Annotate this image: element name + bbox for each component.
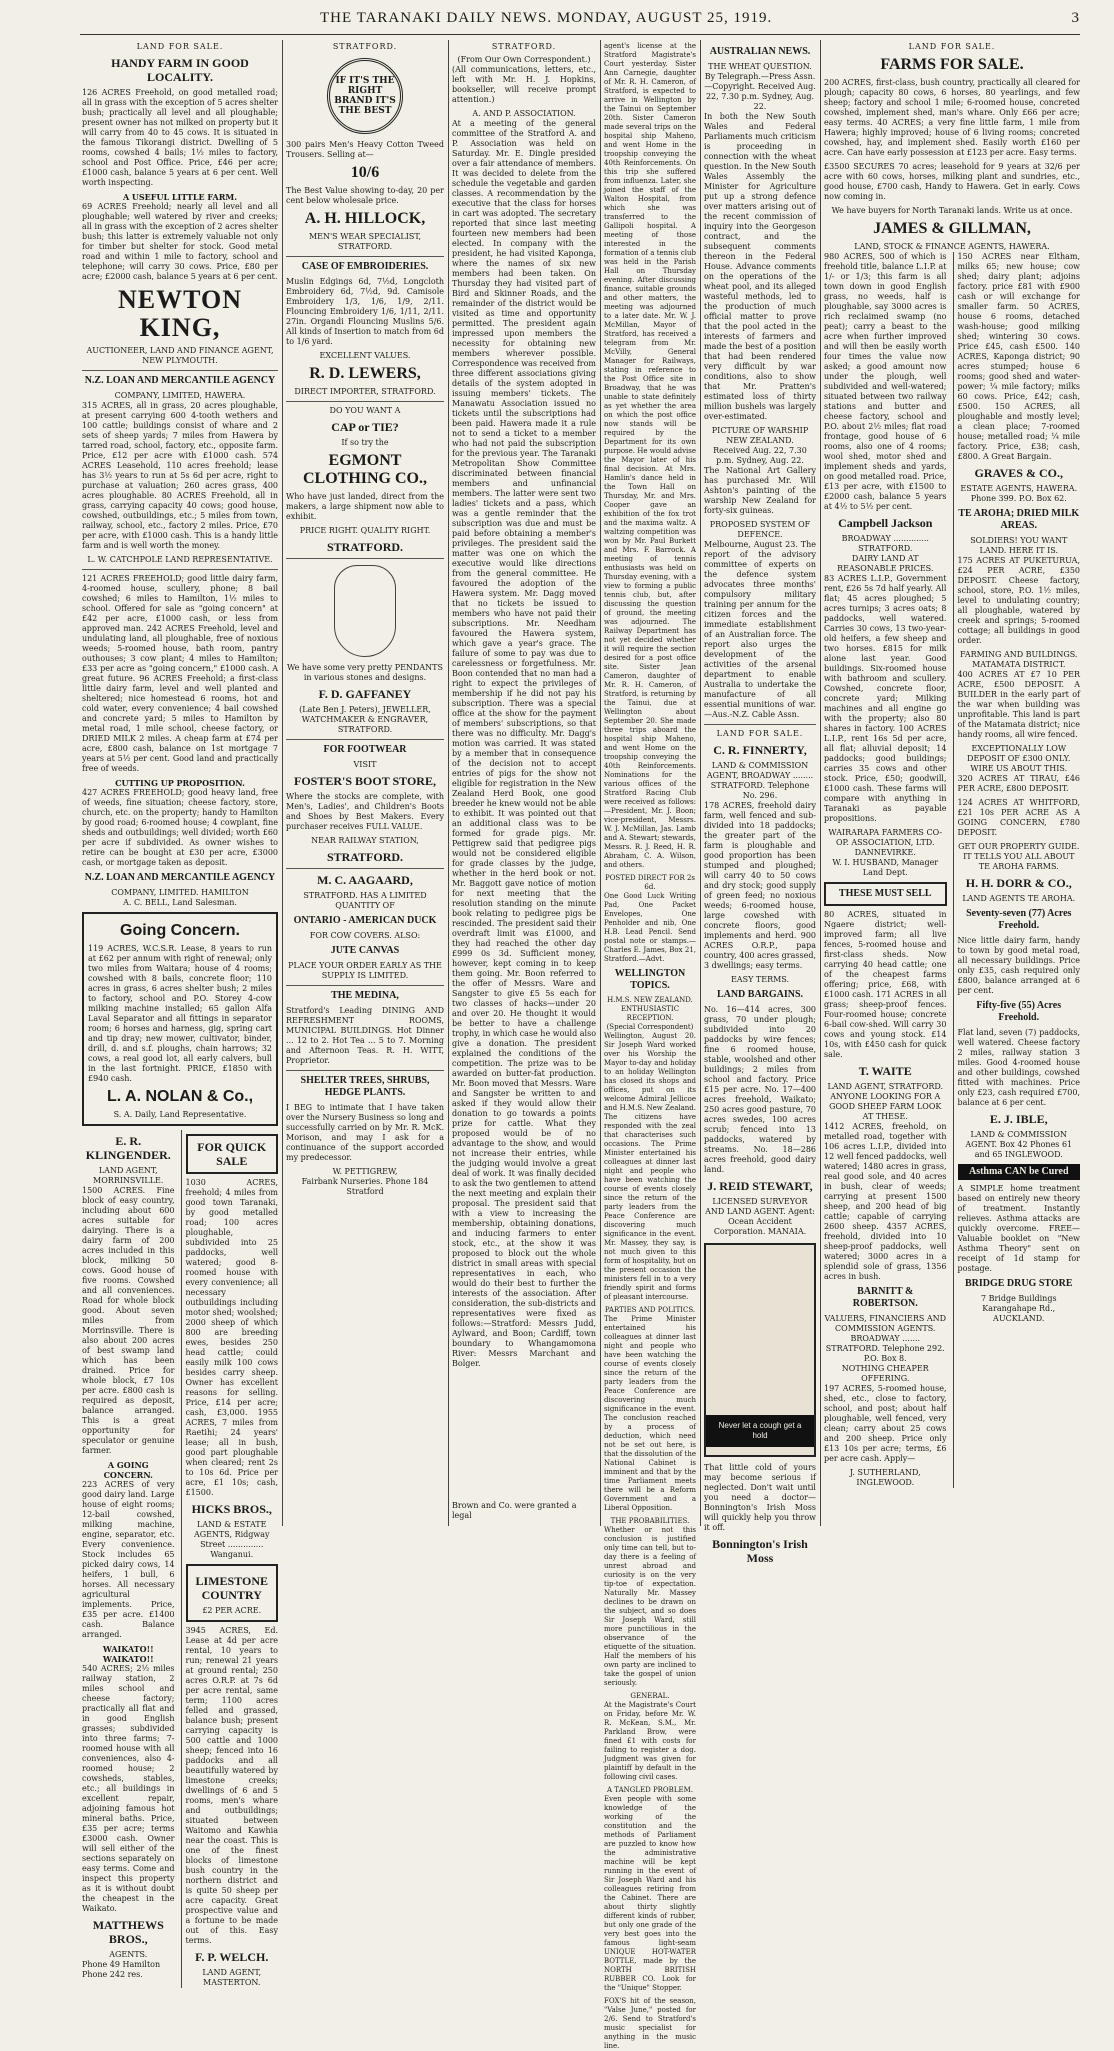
brand-name: Bonnington's Irish Moss (712, 1537, 808, 1565)
agent-details: MEN'S WEAR SPECIALIST, STRATFORD. (308, 232, 422, 251)
right-subcolumn (953, 252, 1081, 1488)
ad-subheading: WAIKATO!! WAIKATO!! (102, 1644, 154, 1664)
pendant-illustration (334, 565, 396, 657)
article-text: The National Art Gallery has purchased Mr. Will Ashton's painting of the warship New Zealand for forty-six guineas. (704, 466, 816, 515)
ad-text: 124 ACRES AT WHITFORD, £21 10s PER ACRE AS A GOING CONCERN, £780 DEPOSIT. (957, 798, 1080, 837)
article-heading: WELLINGTON TOPICS. (614, 968, 686, 991)
ad-price: £2 PER ACRE. (202, 1606, 262, 1615)
ad-heading: DAIRY LAND AT REASONABLE PRICES. (837, 554, 934, 573)
ad-subheading: A GOING CONCERN. (103, 1460, 153, 1480)
section-header: STRATFORD. (491, 42, 557, 51)
ad-subheading: NEAR RAILWAY STATION, (311, 836, 419, 845)
agent-details: BROADWAY .............. STRATFORD. (841, 534, 929, 553)
agent-name: C. R. FINNERTY, (713, 743, 807, 757)
column-rule (820, 40, 821, 1526)
divider (286, 868, 444, 869)
ad-text: That little cold of yours may become serious if neglected. Don't wait until you need a doctor—Bonnington's Irish Moss will quickly help you throw it off. (704, 1463, 816, 1532)
brand-emblem: IF IT'S THE RIGHT BRAND IT'S THE BEST (327, 58, 403, 134)
ad-heading: NOTHING CHEAPER OFFERING. (841, 1364, 929, 1383)
ad-text: I BEG to intimate that I have taken over the Nursery Business so long and successfully carried on by Mr. R. McK. Morison, and may I ask for a continuance of the support accorded my predecessor. (286, 1103, 444, 1162)
article-text: At a meeting of the general committee of the Stratford A. and P. Association was held on Saturday. Mr. E. Dingle presided over a fair attendance of members. It was decided to delete from the schedule the vegetable and garden classes. A recommendation by the executive that the class for horses in cart was adopted. The secretary reported that since last meeting fourteen new members had been elected. In company with the president, he had visited Kaponga, where the names of six new members had been taken. On Thursday they had visited part of Bird and Skinner Roads, and the remainder of the district would be visited as time and opportunity permitted. The president again impressed upon members the necessity for obtaining new members wherever possible. Correspondence was received from three different associations giving details of the system adopted in issuing members' tickets. The Manawatu Association issued no tickets until the subscriptions had been paid. Hawera made it a rule not to send a ticket to a member who had not paid the subscription for the previous year. The Taranaki Metropolitan Show Committee discriminated between financial members and unfinancial members. The latter were sent two ladies' tickets and a pass, which was a gentle reminder that the subscription was due and must be paid before obtaining a member's privileges. The president said the matter was one on which the executive would like directions from the general committee. He favoured the adoption of the Hawera system. Mr. Dagg moved that no tickets be issued to members who have not paid their subscriptions. Mr. Needham favoured the Hawera system, which gave a year's grace. The failure of some to pay was due to carelessness or forgetfulness. Mr. Boon contended that no man had a right to expect the privileges of membership if he did not pay his subscription. There was a special office at the show for the payment of members' subscriptions, so that there was no difficulty. Mr. Dagg's motion was carried. It was stated by a member that in consequence of the decision not to accept entries of pigs for the show not eligible for registration in the New Zealand Herd Book, one good breeder he knew would not be able to exhibit. It was pointed out that an additional class was to be formed for grade pigs. Mr. Pettigrew said that pedigree pigs would not be considered eligible for grade classes by the judge, whether in the herd book or not. Mr. Baggott gave notice of motion for next meeting that the resolution standing on the minute book relating to pedigree pigs be rescinded. The president said their overdraft limit was £1000, and they had reached the other day £999 0s 3d. Sufficient money, however, kept coming in to keep them going. Mr. Boon referred to the offer of Messrs. Ware and Sangster to give £5 5s each for two classes of hacks—under 20 and over 20. He thought it would be better to have a challenge trophy, in which case he would also give a donation. The president explained the conditions of the competition. The prize was to be awarded on butter-fat production. Mr. Boon moved that Messrs. Ware and Sangster be written to and asked if they would allow their donation to go towards a points prize for cattle. What they proposed would be of no advantage to the show, and would not increase their entries, while the judging would involve a great deal of work. It was finally decided to ask the two gentlemen to attend the next meeting and explain their proposal. The president said that with a view to increasing the membership, obtaining donations, and inducing farmers to enter stock, etc., at the show it was proposed to block out the whole district in small areas with special representatives in each, who would do their best to further the interests of the association. After consideration, the sub-districts and representatives were fixed as follows:—Stratford: Messrs Judd, Aylward, and Boon; Cardiff, town boundary to Whangamomona River: Messrs Marchant and Bolger. (452, 119, 597, 1368)
divider (286, 256, 444, 257)
agent-name: A. H. HILLOCK, (304, 210, 426, 227)
ad-text: 1030 ACRES, freehold; 4 miles from good town Taranaki, by good metalled road; 100 acres ploughable, subdivided into 25 paddocks, well watered; good 8-roomed house with every convenience; all necessary outbuildings including motor shed; woolshed; 2000 sheep of which 800 are breeding ewes, besides 250 head cattle; could easily milk 100 cows besides carry sheep. Owner has excellent reasons for selling. Price, £14 per acre; cash, £3,000. 1955 ACRES, 7 miles from Raetihi; 24 years' lease; all in bush, good part ploughable when cleared; rent 2s to 10s 6d. Price per acre, £1 10s; cash, £1500. (185, 1178, 278, 1497)
ad-heading: TE AROHA; DRIED MILK AREAS. (958, 508, 1080, 531)
agent-details: LAND AGENTS TE AROHA. (962, 894, 1076, 903)
agent-name: R. D. LEWERS, (309, 365, 421, 382)
agent-details: VALUERS, FINANCIERS AND COMMISSION AGENTS. BROADWAY ....... STRATFORD. Telephone 292. P.O. Box 8. (824, 1314, 947, 1363)
ad-town: STRATFORD. (326, 850, 404, 864)
agent-details: LAND AGENT, MASTERTON. (202, 1968, 262, 1987)
ad-subheading: SOLDIERS! YOU WANT LAND. HERE IT IS. (970, 536, 1068, 555)
ad-text: 427 ACRES FREEHOLD; good heavy land, free of weeds, fine situation; cheese factory, store, church, etc. on the property; handy to Hamilton by good road; 6-roomed house; 4 cowplant, fine sheds and outbuildings; well divided; worth £60 per acre if subdivided. As owner wishes to retire can be bought at £30 per acre, £3000 cash, or mortgage taken as deposit. (82, 788, 278, 867)
ad-subheading: EASY TERMS. (730, 975, 790, 984)
column-news-continued (604, 42, 696, 2050)
ad-text: If so try the (341, 438, 389, 447)
ad-heading: CASE OF EMBROIDERIES. (301, 261, 429, 272)
agent-name: GRAVES & CO., (974, 466, 1063, 480)
agent-name: E. R. KLINGENDER. (85, 1134, 171, 1162)
article-text: agent's license at the Stratford Magistrate's Court yesterday. Sister Ann Carnegie, daughter of Mr. R. H. Cameron, of Stratford, is expected to arrive in Wellington by the Tainui on September 20th. Sister Cameron made several trips on the hospital ship Maheno, and went Home in the troopship conveying the 40th Reinforcements. On this trip she suffered from influenza. Later, she joined the staff of the Walton Hospital, from which she was transferred to the Gallipoli hospital. A meeting of those interested in the formation of a tennis club was held in the Parish Hall on Thursday evening. After discussing finance, suitable grounds and other matters, the meeting was adjourned to a later date. Mr. W. J. McMillan, Mayor of Stratford, has received a telegram from Mr. McVilly, General Manager for Railways, stating in reference to the Post Office site in Broadway, that he was unable to state definitely as yet whether the area on which the post office now stands will be required by the Department for its own purpose. He would advise the Mayor later of his final decision. At Mrs. Hamlin's dance held in the Town Hall on Thursday, Mr. and Mrs. Cooper gave an exhibition of the fox trot and the maxima waltz. A waltzing competition was won by Mr. Paul Burkett and Mrs. F. Barrock. A meeting of tennis enthusiasts was held on Thursday evening, with a view to forming a public tennis club, but, after discussing the question of ground, the meeting was adjourned. The Railway Department has not yet decided whether it will require the section desired for a post office site. Sister Jean Cameron, daughter of Mr. R. H. Cameron, of Stratford, is returning by the Tainui, due at Wellington about September 20. She made three trips aboard the hospital ship Maheno, and went Home on the troopship conveying the 40th Reinforcements. Nominations for the various offices of the Stratford Racing Club were received as follows:—President, Mr. J. Boon; vice-president, Messrs. W. J. McMillan, Jas. Lamb and A. Stewart; stewards, Messrs. R. J. Reed, H. R. Abraham, C. A. Wilson, and others. (604, 42, 696, 869)
ad-text: We have some very pretty PENDANTS in various stones and designs. (287, 663, 443, 682)
agent-details: AGENTS. (109, 1950, 148, 1959)
ad-text: Nice little dairy farm, handy to town by good metal road, all necessary buildings. Price only £35, cash required only £800, balance arranged at 6 per cent. (957, 936, 1080, 995)
klingender-column (82, 1130, 175, 1988)
agent-name: J. REID STEWART, (707, 1179, 813, 1193)
masthead (80, 10, 1080, 27)
ad-heading: FOR QUICK SALE (186, 1134, 279, 1174)
ad-text: 1500 ACRES. Fine block of easy country, including about 600 acres suitable for dairying. There is a dairy farm of 200 acres included in this block, milking 50 cows. Good house of five rooms. Cowshed and all conveniences. Road for whole block good. About seven miles from Morrinsville. There is also about 200 acres of best swamp land which has been drained. Price for whole block, £7 10s per acre. £800 cash is required as deposit, balance arranged. This is a great opportunity for speculator or genuine farmer. (82, 1186, 175, 1455)
lower-columns (82, 1130, 278, 1988)
agent-details: S. A. Daily, Land Representative. (113, 1110, 247, 1119)
agent-details: COMPANY, LIMITED. HAMILTON (111, 888, 249, 897)
agent-signature: L. W. CATCHPOLE LAND REPRESENTATIVE. (87, 555, 273, 564)
agent-name: L. A. NOLAN & Co., (106, 1088, 254, 1105)
ad-heading: ANYONE LOOKING FOR A GOOD SHEEP FARM LOOK AT THESE. (829, 1092, 942, 1121)
ad-text: 69 ACRES Freehold; nearly all level and all ploughable; well watered by river and creeks; all in grass with the exception of 2 acres shelter bush; this latter is extremely valuable not only for timber but shelter for stock. Good metal road and within 1 mile to factory, school and telephone; will carry 30 cows. Price, £80 per acre; £2000 cash, balance 5 years at 6 per cent. (82, 202, 278, 281)
agent-details: LAND AGENT, MORRINSVILLE. (93, 1166, 164, 1185)
ad-town: STRATFORD. (326, 540, 404, 554)
ad-subheading: FARMING AND BUILDINGS. (960, 650, 1078, 659)
agent-details: INGLEWOOD. (856, 1478, 915, 1487)
ad-price: 10/6 (350, 164, 380, 181)
article-text: At the Magistrate's Court on Friday, before Mr. W. R. McKean, S.M., Mr. Parkland Brow, were fined £1 with costs for failing to register a dog. Judgment was given for plaintiff by default in the following civil cases. (604, 1701, 696, 1781)
article-subheading: GENERAL. (630, 1692, 670, 1700)
article-heading: PROPOSED SYSTEM OF DEFENCE. (709, 520, 811, 539)
ad-text: 1412 ACRES, freehold, on metalled road, together with 106 acres L.I.P., divided into 12 well fenced paddocks, well watered; 1480 acres in grass, real good sole, and 40 acres in bush, clear of weeds; carrying at present 1500 sheep, and 200 head of big cattle; capable of carrying 2600 sheep. 4357 ACRES, freehold, divided into 10 sheep-proof paddocks, well watered; 3000 acres in a splendid sole of grass, 1356 acres in bush. (824, 1122, 947, 1281)
article-heading: THE WHEAT QUESTION. (708, 62, 812, 71)
byline: (From Our Own Correspondent.) (457, 55, 591, 64)
column-stratford-ads (286, 42, 444, 1527)
ad-text: 980 ACRES, 500 of which is freehold title, balance L.I.P. at 1/- or 1/3; this farm is all town down in good English grass, no weeds, half is ploughable, say 3000 acres is rich reclaimed swamp (no peat); carry a beast to the acre when further improved and will then be easily worth four times the value now asked; a good amount now under the plough, well subdivided and well-watered; situated between two railway stations and butter and cheese factory, school and P.O. about 2½ miles; flat road frontage, good house of 6 rooms, also one of 4 rooms; wool shed, motor shed and implement sheds and yards, on good metalled road. Price, £13 per acre, with £1500 to £2000 cash, balance 5 years at 4½ to 5½ per cent. (824, 252, 947, 511)
irish-moss-illustration (704, 1243, 816, 1457)
article-subheading: THE PROBABILITIES. (610, 1517, 690, 1525)
agent-name: H. H. DORR & CO., (965, 876, 1072, 890)
footer-phone: Phone 49 Hamilton Phone 242 res. (82, 1960, 161, 1979)
column-footer: Brown and Co. were granted a legal (452, 1501, 577, 1520)
ad-text: 80 ACRES, situated in Ngaere district; well-improved farm; all live fences, 5-roomed house and first-class sheds. Now carrying 40 head cattle; one of the cheapest farms offering; price, £68, with £1000 cash. 171 ACRES in all grass; sheep-proof fences. Four-roomed house; concrete 6-bail cow-shed. Will carry 30 cows and young stock. £14 10s, with £450 cash for quick sale. (824, 910, 947, 1059)
ad-text: 178 ACRES, freehold dairy farm, well fenced and sub-divided into 18 paddocks; the greater part of the farm is ploughable and good proportion has been stumped and ploughed; will carry 40 to 50 cows and dry stock; good supply of green feed; no noxious weeds; 6-roomed house, large cowshed with concrete floors, good implements and herd. 900 ACRES O.R.P., papa country, 400 acres grassed, 3 dwellings; easy terms. (704, 801, 816, 970)
agent-name: N.Z. LOAN AND MERCANTILE AGENCY (84, 872, 276, 883)
ad-text: 540 ACRES; 2½ miles railway station, 2 miles school and cheese factory; practically all flat and in good English grasses; subdivided into three farms; 7-roomed house with all conveniences, also 4-roomed house; 2 cowsheds, stables, etc.; all buildings in excellent repair, adjoining famous hot mineral baths. Price, £35 per acre; terms £3000 cash. Owner will sell either of the sections separately on easy terms. Come and inspect this property as it is without doubt the cheapest in the Waikato. (82, 1664, 175, 1913)
ad-subheading: PRICE RIGHT. QUALITY RIGHT. (299, 526, 431, 535)
agent-details: DIRECT IMPORTER, STRATFORD. (294, 387, 436, 396)
divider (286, 1070, 444, 1071)
article-text: Wellington, August 20. Sir Joseph Ward worked over his Worship the Mayor to-day and holiday to an holiday Wellington has closed its shops and offices, put on its welcome Admiral Jellicoe and H.M.S. New Zealand. The citizens have responded with the zeal that characterises such occasions. The Prime Minister entertained his colleagues at dinner last night and people who have been watching the course of events closely since the return of the party leaders from the Peace Conference are discovering much significance in the event. Mr. Massey, they say, is not much given to this form of hospitality, but on the present occasion the ministers fell in to a very friendly spirit and forms of pleasant intercourse. (604, 1032, 696, 1301)
ad-text: A SIMPLE home treatment based on entirely new theory of treatment. Instantly relieves. Asthma attacks are quickly overcome. FREE—Valuable booklet on "New Asthma Theory" sent on receipt of 1d stamp for postage. (957, 1184, 1080, 1273)
column-rule (282, 40, 283, 1526)
masthead-title: THE TARANAKI DAILY NEWS. MONDAY, AUGUST 25, 1919. (320, 10, 773, 26)
ad-heading: FARMS FOR SALE. (880, 56, 1024, 73)
article-meta: By Telegraph.—Press Assn.—Copyright. Received Aug. 22, 7.30 p.m. Sydney, Aug. 22. (704, 72, 816, 111)
column-rule (600, 40, 601, 1526)
divider (82, 569, 278, 570)
article-text: Whether or not this conclusion is justified only time can tell, but to-day there is a feeling of unrest abroad and curiosity is on the very tip-toe of expectation. Naturally Mr. Massey declines to be drawn on the subject, and so does Sir Joseph Ward, still more punctilious in the observance of the etiquette of the situation. Half the members of his own party are inclined to take the gospel of union seriously. (604, 1526, 696, 1687)
ad-text: VISIT (353, 760, 377, 769)
agent-details: W. I. HUSBAND, Manager Land Dept. (832, 858, 939, 877)
agent-name: F. D. GAFFANEY (318, 687, 412, 701)
article-text: The Prime Minister entertained his colleagues at dinner last night and people who have been watching the course of events closely since the return of the party leaders from the Peace Conference are discovering much significance in the event. The conclusion reached by a process of deduction, which need not be set out here, is that the dissolution of the National Cabinet is imminent and that by the time Parliament meets there will be a Reform Government and a Liberal Opposition. (604, 1315, 696, 1512)
ad-heading: FOR FOOTWEAR (323, 744, 407, 755)
agent-details: LAND AGENT, STRATFORD. (827, 1082, 944, 1091)
ad-text: FOR COW COVERS. ALSO: (309, 931, 421, 940)
agent-details: (Late Ben J. Peters), JEWELLER, WATCHMAKER & ENGRAVER, STRATFORD. (299, 705, 431, 734)
ad-heading: Fifty-five (55) Acres Freehold. (976, 1000, 1062, 1023)
masthead-rule (80, 34, 1080, 35)
ad-text: 300 pairs Men's Heavy Cotton Tweed Trousers. Selling at— (286, 140, 444, 159)
ad-heading: THESE MUST SELL (824, 882, 947, 906)
quick-sale-column (181, 1130, 279, 1988)
agent-details: LAND, STOCK & FINANCE AGENTS, HAWERA. (854, 242, 1050, 251)
ad-text: Flat land, seven (7) paddocks, well watered. Cheese factory 2 miles, railway station 3 miles. Good 4-roomed house and other buildings, cowshed fitted with machines. Price only £23, cash required £700, balance at 6 per cent. (957, 1028, 1080, 1107)
divider (286, 739, 444, 740)
ad-heading: CAP or TIE? (331, 420, 399, 434)
editor-note: (All communications, letters, etc., left with Mr. H. J. Hopkins, bookseller, will receive prompt attention.) (452, 65, 596, 104)
agent-name: THE MEDINA, (331, 990, 399, 1001)
column-rule (700, 40, 701, 1526)
article-text: Melbourne, August 23. The report of the advisory committee of experts on the defence system advocates three months' compulsory military training per annum for the citizen forces and the immediate establishment of an Australian force. The report also urges the development of the activities of the arsenal department to enable Australia to undertake the manufacture of all essential munitions of war.—Aus.-N.Z. Cable Assn. (704, 540, 816, 719)
ad-text: 3945 ACRES, Ed. Lease at 4d per acre rental, 10 years to run; renewal 21 years at ground rental; 250 acres O.R.P. at 7s 6d per acre rental, same term; 1100 acres felled and grassed, balance bush; present carrying capacity is 500 cattle and 1000 sheep; fenced into 16 paddocks and all beautifully watered by limestone creeks; dwellings of 6 and 5 rooms, men's whare and outbuildings; situated between Waitomo and Kawhia near the coast. This is one of the finest blocks of limestone bush country in the northern district and is quite 50 sheep per acre capacity. Great prospective value and a fortune to be made out of this. Easy terms. (185, 1626, 278, 1945)
agent-name: N.Z. LOAN AND MERCANTILE AGENCY (84, 375, 276, 386)
agent-name: Campbell Jackson (838, 516, 933, 530)
ad-text: 119 ACRES, W.C.S.R. Lease, 8 years to run at £62 per annum with right of renewal; only two miles from Waitara; house of 4 rooms; cowshed with 8 bails, concrete floor; 110 acres in grass, 6 acres shelter bush; 2 miles to factory, school and P.O. Storey 4-cow milking machine installed; 65 gallon Alfa Laval Separator and all fittings in separator room; 6 horses and harness, gig, spring cart and tip dray; new mower, cultivator, binder, drill, d. and s.f. ploughs, chain harrows; 32 cows, a real good lot, all early calvers, bull in the last fortnight. PRICE, £1850 with £940 cash. (88, 944, 272, 1083)
ad-text: Who have just landed, direct from the makers, a large shipment now able to exhibit. (286, 492, 444, 521)
section-header: LAND FOR SALE. (716, 729, 804, 738)
ad-text: Stratford's Leading DINING AND REFRESHMENT ROOMS, MUNICIPAL BUILDINGS. Hot Dinner ... 12 to 2. Hot Tea ... 5 to 7. Morning and Afternoon Teas. R. H. WITT, Proprietor. (286, 1006, 444, 1065)
article-heading: PICTURE OF WARSHIP NEW ZEALAND. (711, 426, 809, 445)
agent-details: 7 Bridge Buildings Karangahape Rd., AUCKLAND. (980, 1294, 1057, 1323)
divider (82, 370, 278, 371)
agent-name: BRIDGE DRUG STORE (964, 1278, 1073, 1289)
column-farms-for-sale (824, 42, 1080, 1527)
article-text: FOX'S hit of the season, "Valse June," posted for 2/6. Send to Stratford's music specialist for anything in the music line. (604, 1997, 696, 2050)
agent-name: MATTHEWS BROS., (92, 1918, 164, 1946)
notice-heading: POSTED DIRECT FOR 2s 6d. (604, 874, 695, 891)
ad-heading: LIMESTONE COUNTRY (195, 1574, 268, 1602)
column-land-for-sale (82, 42, 278, 1987)
agent-signature: A. C. BELL, Land Salesman. (123, 898, 237, 907)
agent-details: LAND & ESTATE AGENTS, Ridgway Street .............. Wanganui. (193, 1520, 270, 1559)
ad-subheading: MATAMATA DISTRICT. (972, 660, 1066, 669)
column-rule (448, 40, 449, 1526)
agent-name: W. PETTIGREW, (332, 1167, 398, 1176)
agent-name: NEWTON KING, (118, 285, 242, 342)
column-stratford-news (452, 42, 596, 1527)
ad-heading: JUTE CANVAS (330, 945, 400, 956)
ad-subheading: CUTTING UP PROPOSITION. (115, 778, 245, 788)
agent-name: J. SUTHERLAND, (849, 1468, 921, 1477)
ad-text: No. 16—414 acres, 300 grass, 70 under plough; subdivided into 20 paddocks by wire fences; fine 6 roomed house, stable, woolshed and other buildings; 2 miles from school and factory. Price £15 per acre. No. 17—400 acres freehold, Waikato; 250 acres good pasture, 70 acres swedes, 100 acres scrub; fenced into 13 paddocks, watered by streams. No. 18—286 acres freehold, good dairy land. (704, 1005, 816, 1174)
section-header: AUSTRALIAN NEWS. (709, 46, 811, 57)
ad-text: 150 ACRES near Eltham, milks 65; new house; cow shed; dairy plant; adjoins factory. price £81 with £900 cash or will exchange for smaller farm. 50 ACRES, house 6 rooms, detached wash-house; good milking shed; wintering 30 cows. Price £45, cash £500. 140 ACRES, Kaponga district; 90 acres stumped; house 6 rooms; good shed and water-power; ¼ mile factory; milks 60 cows. Price, £42; cash, £500. 150 ACRES, all ploughable and mostly level; a clean place; 7-roomed house; metalled road; ¼ mile factory. Price, £38; cash, £800. A Great Bargain. (957, 252, 1080, 461)
agent-details: LAND & COMMISSION AGENT, BROADWAY ........ STRATFORD. Telephone No. 296. (706, 761, 814, 800)
divider (286, 401, 444, 402)
agent-name: M. C. AAGAARD, (317, 873, 413, 887)
agent-name: T. WAITE (858, 1064, 912, 1078)
agent-name: EGMONT CLOTHING CO., (302, 452, 427, 487)
ad-heading: Seventy-seven (77) Acres Freehold. (966, 908, 1072, 931)
article-text: Even people with some knowledge of the working of the constitution and the methods of Parliament are puzzled to know how the administrative machine will be kept running in the event of Sir Joseph Ward and his colleagues retiring from the Cabinet. There are about thirty slightly different kinds of rubber, but only one grade of the very best goes into the famous light-seam UNIQUE HOT-WATER BOTTLE, made by the NORTH BRITISH RUBBER CO. Look for the "Unique" Stopper. (604, 1795, 696, 1992)
agent-name: HICKS BROS., (191, 1502, 272, 1516)
agent-details: LAND & COMMISSION AGENT. Box 42 Phones 61 and 65 INGLEWOOD. (965, 1130, 1073, 1159)
ad-text: 175 ACRES AT PUKETURUA, £24 PER ACRE, £350 DEPOSIT. Cheese factory, school, store, P.O. 1½ miles, level to undulating country; all ploughable, watered by creek and springs; 5-roomed cottage; all buildings in good order. (957, 556, 1080, 645)
going-concern-ad (82, 912, 278, 1126)
byline: (Special Correspondent) (606, 1023, 694, 1031)
section-header: LAND FOR SALE. (136, 42, 224, 51)
agent-name: WAIRARAPA FARMERS CO-OP. ASSOCIATION, LTD. DANNEVIRKE. (828, 828, 943, 857)
agent-name: E. J. IBLE, (989, 1112, 1048, 1126)
ad-note: We have buyers for North Taranaki lands. Write us at once. (831, 206, 1073, 215)
agent-details: ESTATE AGENTS, HAWERA. Phone 399. P.O. Box 62. (960, 484, 1078, 503)
divider (704, 724, 816, 725)
divider (286, 985, 444, 986)
ad-text: Where the stocks are complete, with Men's, Ladies', and Children's Boots and Shoes by Best Makers. Every purchaser receives FULL VALUE. (286, 792, 444, 831)
agent-name: F. P. WELCH. (195, 1950, 269, 1964)
agent-details: Fairbank Nurseries. Phone 184 Stratford (301, 1177, 429, 1196)
ad-heading: Asthma CAN be Cured (958, 1164, 1081, 1180)
ad-heading: Going Concern. (120, 922, 240, 939)
ad-text: Muslin Edgings 6d, 7½d, Longcloth Embroidery 6d, 7½d, 9d. Camisole Embroidery 1/3, 1/6, 1/9, 2/11. Flouncing Embroidery 1/6, 1/11, 2/11. 27in. Organdi Flouncing Muslins 5/6. All kinds of Insertion to match from 6d to 1/6 yard. (286, 277, 444, 346)
section-header: STRATFORD. (332, 42, 398, 51)
article-subheading: H.M.S. NEW ZEALAND. (607, 996, 693, 1004)
ad-subheading: EXCEPTIONALLY LOW DEPOSIT OF £300 ONLY. WIRE US ABOUT THIS. (967, 744, 1071, 773)
article-text: In both the New South Wales and Federal Parliaments much criticism is proceeding in connection with the wheat question. In the New South Wales Assembly the Minister for Agriculture put up a strong defence over matters arising out of the recent commission of inquiry into the Georgeson contract, and the subsequent comments thereon in the Federal House. Advance comments on the operations of the wheat pool, and its alleged wasteful methods, led to the production of much official matter to prove that the pool acted in the interests of farmers and made the best of a position that had been rendered very difficult by war conditions, also to show that Mr. Pratten's estimated loss of thirty million bushels was largely over-estimated. (704, 112, 816, 421)
article-meta: Received Aug. 22, 7.30 p.m. Sydney, Aug. 22. (713, 446, 807, 465)
limestone-ad (186, 1564, 279, 1622)
ad-subheading: A USEFUL LITTLE FARM. (122, 192, 238, 202)
ad-text: 320 ACRES AT TIRAU, £46 PER ACRE, £800 DEPOSIT. (957, 774, 1080, 793)
ad-heading: ONTARIO - AMERICAN DUCK (293, 915, 437, 926)
ad-heading: HANDY FARM IN GOOD LOCALITY. (111, 56, 249, 84)
section-header: LAND FOR SALE. (908, 42, 996, 51)
ad-text: DO YOU WANT A (329, 406, 401, 415)
divider (286, 558, 444, 559)
article-heading: A. AND P. ASSOCIATION. (472, 109, 576, 118)
ad-text: PLACE YOUR ORDER EARLY AS THE SUPPLY IS LIMITED. (288, 961, 442, 980)
ad-subheading: EXCELLENT VALUES. (319, 351, 411, 360)
split-ads (824, 252, 1080, 1488)
agent-name: FOSTER'S BOOT STORE, (294, 774, 436, 788)
agent-details: AUCTIONEER, LAND AND FINANCE AGENT, NEW PLYMOUTH. (86, 346, 274, 365)
left-subcolumn (824, 252, 947, 1488)
ad-text: 121 ACRES FREEHOLD; good little dairy farm, 4-roomed house, scullery, phone; 8 bail cowshed; 6 miles to Hamilton, 1½ miles to school. Offered for sale as "going concern" at £42 per acre, £1000 cash, or less from approved man. 242 ACRES Freehold, level and undulating land, all ploughable, free of noxious weeds; 5-roomed house, bath room, pantry outhouses; 3 cow plant; 4 miles to Hamilton; £33 per acre as "going concern," £1000 cash. A great future. 96 ACRES Freehold; a first-class little dairy farm, level and well planted and sheltered; nice homestead 6 rooms, hot and cold water, every convenience; 4 bail cowshed and concrete yard; 5 miles to Hamilton by metal road, 1 mile school, cheese factory, or DRIED MILK 2 miles. A cheap farm at £74 per acre, £800 cash, balance on 1st mortgage 7 years at 5½ per cent. Good land and practically free of weeds. (82, 574, 278, 773)
column-australian-news (704, 42, 816, 1565)
page-number: 3 (1071, 10, 1080, 26)
ad-heading: LAND BARGAINS. (716, 989, 804, 1000)
agent-name: BARNITT & ROBERTSON. (852, 1286, 918, 1309)
ad-text: 200 ACRES, first-class, bush country, practically all cleared for plough; capacity 80 cows, 6 horses, 80 yearlings, and few sheep; factory and school 1 mile; 6-roomed house, concreted cowshed, implement shed, man's whare. Only £66 per acre; easy terms. 40 ACRES; a very fine little farm, 1 mile from Hawera; highly improved; house of 6 living rooms; concreted cowshed, hay, and implement shed. Easily worth £160 per acre. Can have early possession at £123 per acre. Easy terms. (824, 78, 1080, 157)
agent-details: STRATFORD. HAS A LIMITED QUANTITY OF (303, 891, 427, 910)
ad-text: 126 ACRES Freehold, on good metalled road; all in grass with the exception of 5 acres shelter bush; practically all level and all ploughable; present owner has not milked on property but it will carry from 40 to 45 cows. It is situated in the famous Tikorangi district. Dwelling of 5 rooms, cowshed 4 bails; 1½ miles to factory, school and Post Office. Price, £46 per acre; £1000 cash, balance 5 years at 6 per cent. Well worth inspecting. (82, 88, 278, 187)
ad-text: 197 ACRES, 5-roomed house, shed, etc., close to factory, school, and post; about half ploughable, well fenced, very clean; carry about 25 cows and 200 sheep. Price only £13 10s per acre; terms, £6 per acre cash. Apply— (824, 1384, 947, 1463)
ad-text: 400 ACRES AT £7 10 PER ACRE, £500 DEPOSIT. A BUILDER in the early part of the war when building was unprofitable. This land is part of the Matamata district; nice handy rooms, all wire fenced. (957, 670, 1080, 739)
ad-heading: SHELTER TREES, SHRUBS, HEDGE PLANTS. (300, 1075, 430, 1098)
notice-text: One Good Luck Writing Pad, One Packet Envelopes, One Penholder and nib, One H.B. Lead Pencil. Send postal note or stamps.—Charles E. James, Box 21, Stratford.—Advt. (604, 892, 696, 963)
article-subheading: PARTIES AND POLITICS. (604, 1306, 696, 1314)
agent-name: JAMES & GILLMAN, (873, 220, 1031, 237)
cough-slogan: Never let a cough get a hold (706, 1415, 814, 1447)
ad-text: 223 ACRES of very good dairy land. Large house of eight rooms; 12-bail cowshed, milking machine, engine, separator, etc. Every convenience. Stock includes 65 picked dairy cows, 14 heifers, 1 bull, 6 horses. All necessary agricultural implements. Price, £35 per acre. £1400 cash. Balance arranged. (82, 1480, 175, 1639)
agent-details: COMPANY, LIMITED, HAWERA. (114, 391, 246, 400)
ad-text: 315 ACRES, all in grass, 20 acres ploughable, at present carrying 600 4-tooth wethers and 100 cattle; buildings consist of whare and 2 sets of sheep yards; 7 miles from Hawera by tarred road, school, factory, etc., opposite farm. Price, £12 per acre with £1000 cash. 574 ACRES Leasehold, 110 acres freehold; lease has 3½ years to run at 5s 6d per acre, right to purchase at valuation; 260 acres grass, 400 acres ploughable. 80 ACRES Freehold, all in grass, carrying capacity 40 cows; good house, cowshed, outbuildings, etc.; 5 miles from town, railway, school, etc., factory 2 miles. Price, £70 per acre, with £1000 cash. This is a handy little farm and is well worth the money. (82, 401, 278, 550)
article-subheading: A TANGLED PROBLEM. (607, 1786, 693, 1794)
ad-subheading: GET OUR PROPERTY GUIDE. IT TELLS YOU ALL ABOUT TE AROHA FARMS. (958, 842, 1080, 871)
ad-text: The Best Value showing to-day, 20 per cent below wholesale price. (286, 186, 444, 205)
ad-text: £3500 SECURES 70 acres; leasehold for 9 years at 32/6 per acre with 60 cows, horses, milking plant and sundries, etc., good house, £700 cash, Handy to Hawera. Get in early. Cows now coming in. (824, 162, 1080, 201)
article-subheading: ENTHUSIASTIC RECEPTION. (620, 1005, 680, 1022)
agent-details: LICENSED SURVEYOR AND LAND AGENT. Agent: Ocean Accident Corporation. MANAIA. (705, 1197, 815, 1236)
ad-text: 83 ACRES L.I.P., Government rent, £26 5s 7d half yearly. All flat; 45 acres ploughed; 5 acres turnips; 3 acres oats; 8 paddocks, well watered. Carries 30 cows, 13 two-year-old heifers, a few sheep and two horses. £815 for milk alone last year. Good buildings. Six-roomed house with bathroom and scullery. Cowshed, concrete floor, concrete yard; Milking machines and all engine go with the property; also 80 shares in factory. 100 ACRES L.I.P., rent 16s 5d per acre, all flat; alluvial deposit; 14 paddocks; good buildings; carries 35 cows and other stock. Price, £50; goodwill, £1000 cash. These farms will compare with anything in Taranaki as payable propositions. (824, 574, 947, 823)
